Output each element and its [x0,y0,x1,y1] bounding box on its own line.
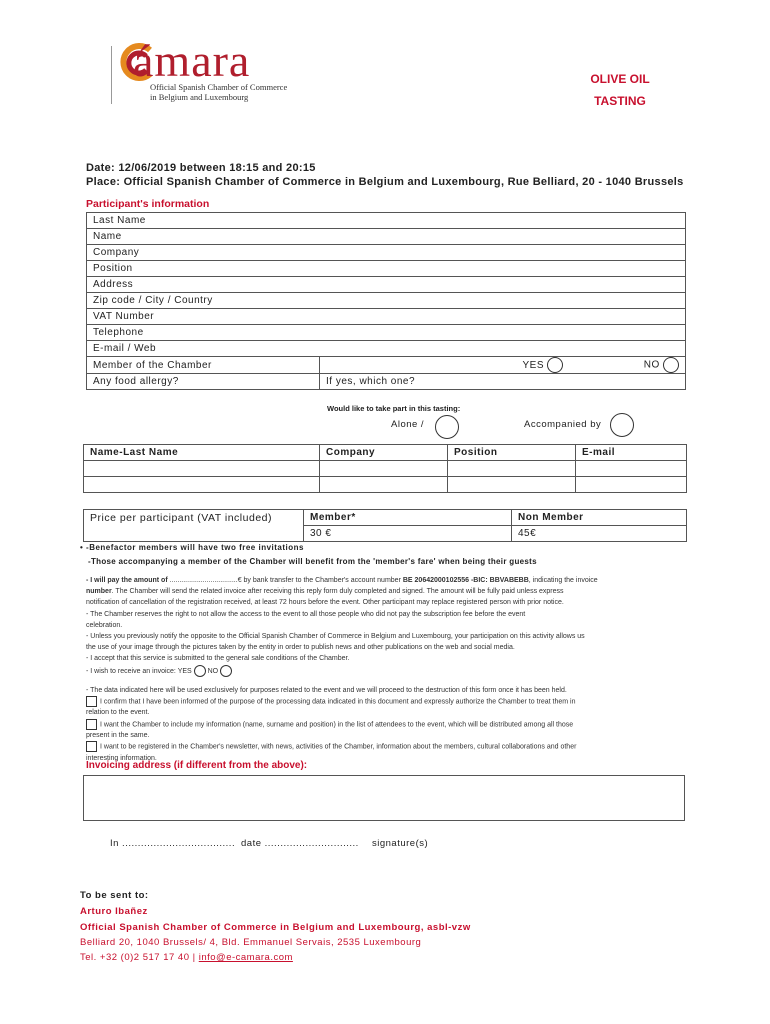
invoice-yes-radio[interactable] [194,665,206,677]
member-no-radio[interactable] [663,357,679,373]
participant-row [87,245,686,261]
footer-contact: Tel. +32 (0)2 517 17 40 | info@e-camara.com [80,952,293,963]
participant-row [87,229,686,245]
participant-row [87,309,686,325]
guests-header-company: Company [320,445,448,461]
terms-block: - I will pay the amount of ...................................€ by bank transfer to the Chamber's account number BE 20642000102556 -BIC: BBVABEBB, indicating the invoice number. The Chamber will send the related invoice after receiving this reply form duly completed and signed. The amount will be fully paid unless express notification of cancellation of the registration received, at least 72 hours before the event. Other participant may replace registered person with prior notice. - The Chamber reserves the right to not allow the access to the event to all those people who did not pay the subscription fee before the event celebration. - Unless you previously notify the opposite to the Official Spanish Chamber of Commerce in Belgium and Luxembourg, your participation on this activity allows us the use of your image through the pictures taken by the entity in order to publish news and other publications on the web and social media. - I accept that this service is submitted to the general sale conditions of the Chamber. - I wish to receive an invoice: YES NO - The data indicated here will be used exclusively for purposes related to the event and we will proceed to the destruction of this form once it has been held. I confirm that I have been informed of the purpose of the processing data indicated in this document and expressly authorize the Chamber to treat them in relation to the event. I want the Chamber to include my information (name, surname and position) in the list of attendees to the event, which will be distributed among all those present in the same. I want to be registered in the Chamber's newsletter, with news, activities of the Chamber, information about the members, cultural collaborations and other interesting information. [86,577,598,762]
participant-field[interactable]: Telephone [87,325,686,341]
event-date: Date: 12/06/2019 between 18:15 and 20:15 [86,162,316,174]
table-row [84,477,687,493]
footer-email-link[interactable]: info@e-camara.com [198,952,293,963]
allergy-field[interactable]: If yes, which one? [320,374,686,390]
member-row: Member of the Chamber YES NO [87,357,686,374]
footer-name: Arturo Ibañez [80,906,148,917]
participant-row [87,213,686,229]
table-row [84,461,687,477]
participant-field[interactable]: Company [87,245,686,261]
footer-sent: To be sent to: [80,890,149,901]
guests-table [83,444,687,493]
sign-in: In .................................... [110,838,236,849]
participant-field[interactable]: Zip code / City / Country [87,293,686,309]
consent-processing-checkbox[interactable] [86,696,97,707]
consent-attendees-checkbox[interactable] [86,719,97,730]
participant-field[interactable]: Name [87,229,686,245]
invoice-no-radio[interactable] [220,665,232,677]
logo-divider [111,46,112,104]
sign-date: date .............................. [241,838,359,849]
participant-row [87,341,686,357]
note-accompanying: -Those accompanying a member of the Chamber will benefit from the 'member's fare' when being their guests [88,557,537,566]
participant-heading: Participant's information [86,198,210,210]
alone-radio[interactable] [435,415,459,439]
note-benefactor: • -Benefactor members will have two free invitations [80,543,304,552]
consent-newsletter-checkbox[interactable] [86,741,97,752]
price-member-value: 30 € [304,526,512,542]
participant-row [87,261,686,277]
event-place: Place: Official Spanish Chamber of Commerce in Belgium and Luxembourg, Rue Belliard, 20 - 1040 Brussels [86,176,684,188]
allergy-row: Any food allergy? If yes, which one? [87,374,686,390]
guests-header-position: Position [448,445,576,461]
invoicing-address-field[interactable] [83,775,685,821]
title-line1: OLIVE OIL [590,72,650,86]
footer-org: Official Spanish Chamber of Commerce in Belgium and Luxembourg, asbl-vzw [80,922,471,933]
price-nonmember-header: Non Member [512,510,687,526]
invoicing-heading: Invoicing address (if different from the above): [86,760,308,771]
tasting-question: Would like to take part in this tasting: [327,404,461,413]
footer-address: Belliard 20, 1040 Brussels/ 4, Bld. Emmanuel Servais, 2535 Luxembourg [80,937,422,948]
price-label: Price per participant (VAT included) [84,510,304,542]
title-line2: TASTING [594,94,646,108]
price-table [83,509,687,542]
accompanied-radio[interactable] [610,413,634,437]
member-yes-radio[interactable] [547,357,563,373]
participant-field[interactable]: VAT Number [87,309,686,325]
alone-label: Alone / [391,419,425,430]
participant-field[interactable]: Address [87,277,686,293]
accompanied-label: Accompanied by [524,419,602,430]
participant-row [87,325,686,341]
participant-field[interactable]: Position [87,261,686,277]
participant-row [87,293,686,309]
logo-subtitle: Official Spanish Chamber of Commerce in Belgium and Luxembourg [150,82,288,102]
sign-signature: signature(s) [372,838,429,849]
logo-brand: ámara [133,35,251,86]
price-member-header: Member* [304,510,512,526]
participant-row [87,277,686,293]
participant-table [86,212,686,390]
price-nonmember-value: 45€ [512,526,687,542]
guests-header-name: Name-Last Name [84,445,320,461]
participant-field[interactable]: E-mail / Web [87,341,686,357]
guests-header-email: E-mail [576,445,687,461]
participant-field[interactable]: Last Name [87,213,686,229]
